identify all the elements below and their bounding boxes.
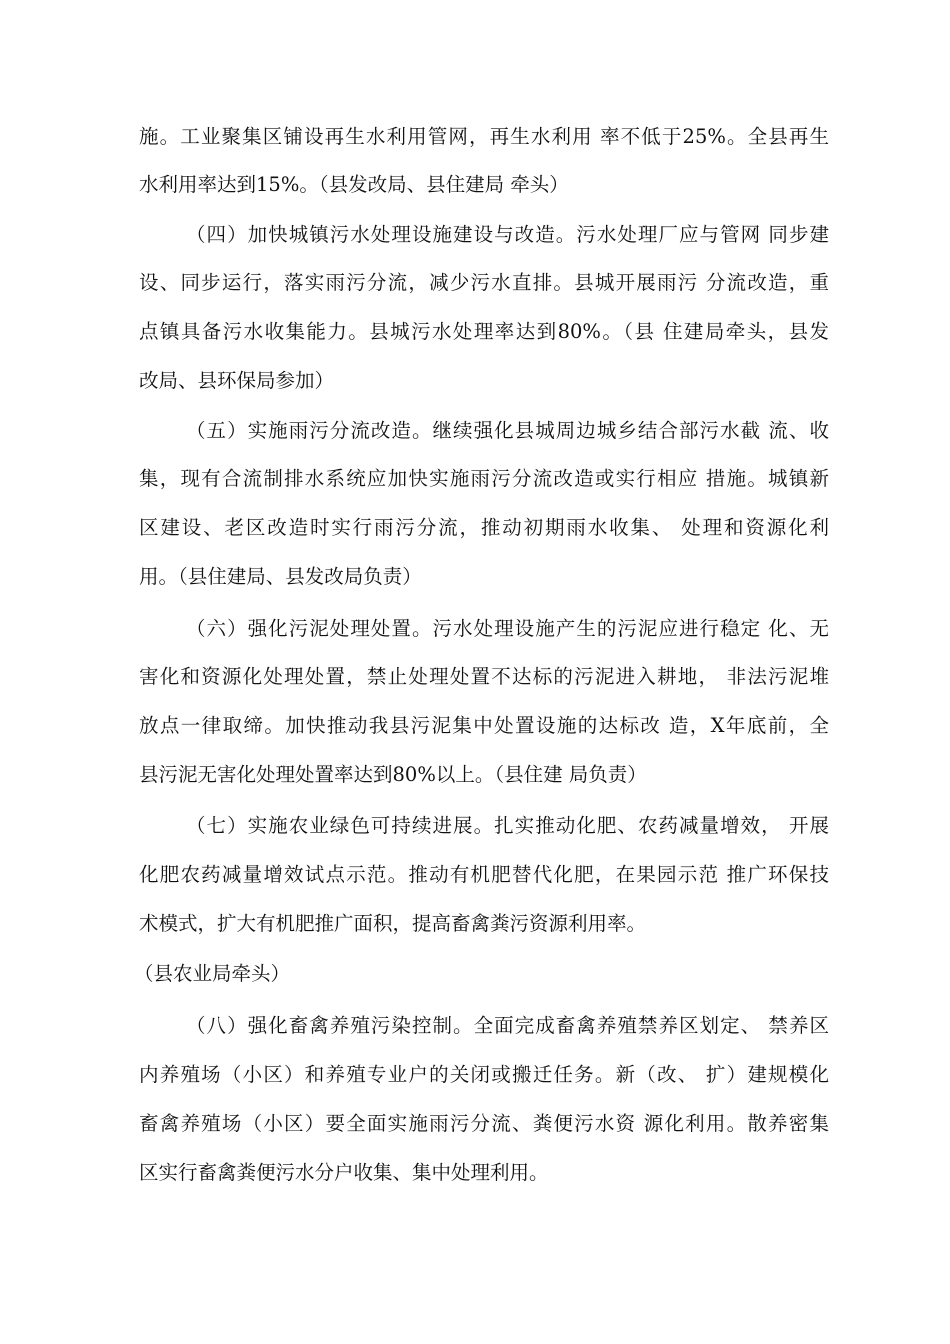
text-line: 用。（县住建局、县发改局负责） bbox=[139, 565, 422, 588]
text-line: 畜禽养殖场（小区）要全面实施雨污分流、粪便污水资 源化利用。散养密集 bbox=[139, 1112, 829, 1135]
text-line: 区实行畜禽粪便污水分户收集、集中处理利用。 bbox=[139, 1161, 549, 1184]
paragraph-7-first-line: （七）实施农业绿色可持续进展。扎实推动化肥、农药减量增效， 开展 bbox=[186, 814, 829, 837]
paragraph-6-first-line: （六）强化污泥处理处置。污水处理设施产生的污泥应进行稳定 化、无 bbox=[186, 617, 829, 640]
text-line: 化肥农药减量增效试点示范。推动有机肥替代化肥，在果园示范 推广环保技 bbox=[139, 863, 829, 886]
paragraph-4-first-line: （四）加快城镇污水处理设施建设与改造。污水处理厂应与管网 同步建 bbox=[186, 223, 829, 246]
text-line: （县农业局牵头） bbox=[134, 962, 291, 985]
text-line: 集，现有合流制排水系统应加快实施雨污分流改造或实行相应 措施。城镇新 bbox=[139, 467, 829, 490]
paragraph-5-first-line: （五）实施雨污分流改造。继续强化县城周边城乡结合部污水截 流、收 bbox=[186, 419, 829, 442]
text-line: 水利用率达到15%。（县发改局、县住建局 牵头） bbox=[139, 173, 569, 196]
text-line: 县污泥无害化处理处置率达到80%以上。（县住建 局负责） bbox=[139, 763, 647, 786]
text-line: 害化和资源化处理处置，禁止处理处置不达标的污泥进入耕地， 非法污泥堆 bbox=[139, 665, 829, 688]
text-line: 改局、县环保局参加） bbox=[139, 369, 335, 392]
text-line: 内养殖场（小区）和养殖专业户的关闭或搬迁任务。新（改、 扩）建规模化 bbox=[139, 1063, 829, 1086]
text-line: 放点一律取缔。加快推动我县污泥集中处置设施的达标改 造，X年底前，全 bbox=[139, 714, 829, 737]
text-line: 术模式，扩大有机肥推广面积，提高畜禽粪污资源利用率。 bbox=[139, 912, 647, 935]
text-line: 区建设、老区改造时实行雨污分流，推动初期雨水收集、 处理和资源化利 bbox=[139, 516, 829, 539]
text-line: 设、同步运行，落实雨污分流，减少污水直排。县城开展雨污 分流改造，重 bbox=[139, 271, 829, 294]
text-line: 施。工业聚集区铺设再生水利用管网，再生水利用 率不低于25%。全县再生 bbox=[139, 125, 829, 148]
paragraph-8-first-line: （八）强化畜禽养殖污染控制。全面完成畜禽养殖禁养区划定、 禁养区 bbox=[186, 1014, 829, 1037]
text-line: 点镇具备污水收集能力。县城污水处理率达到80%。（县 住建局牵头，县发 bbox=[139, 320, 829, 343]
